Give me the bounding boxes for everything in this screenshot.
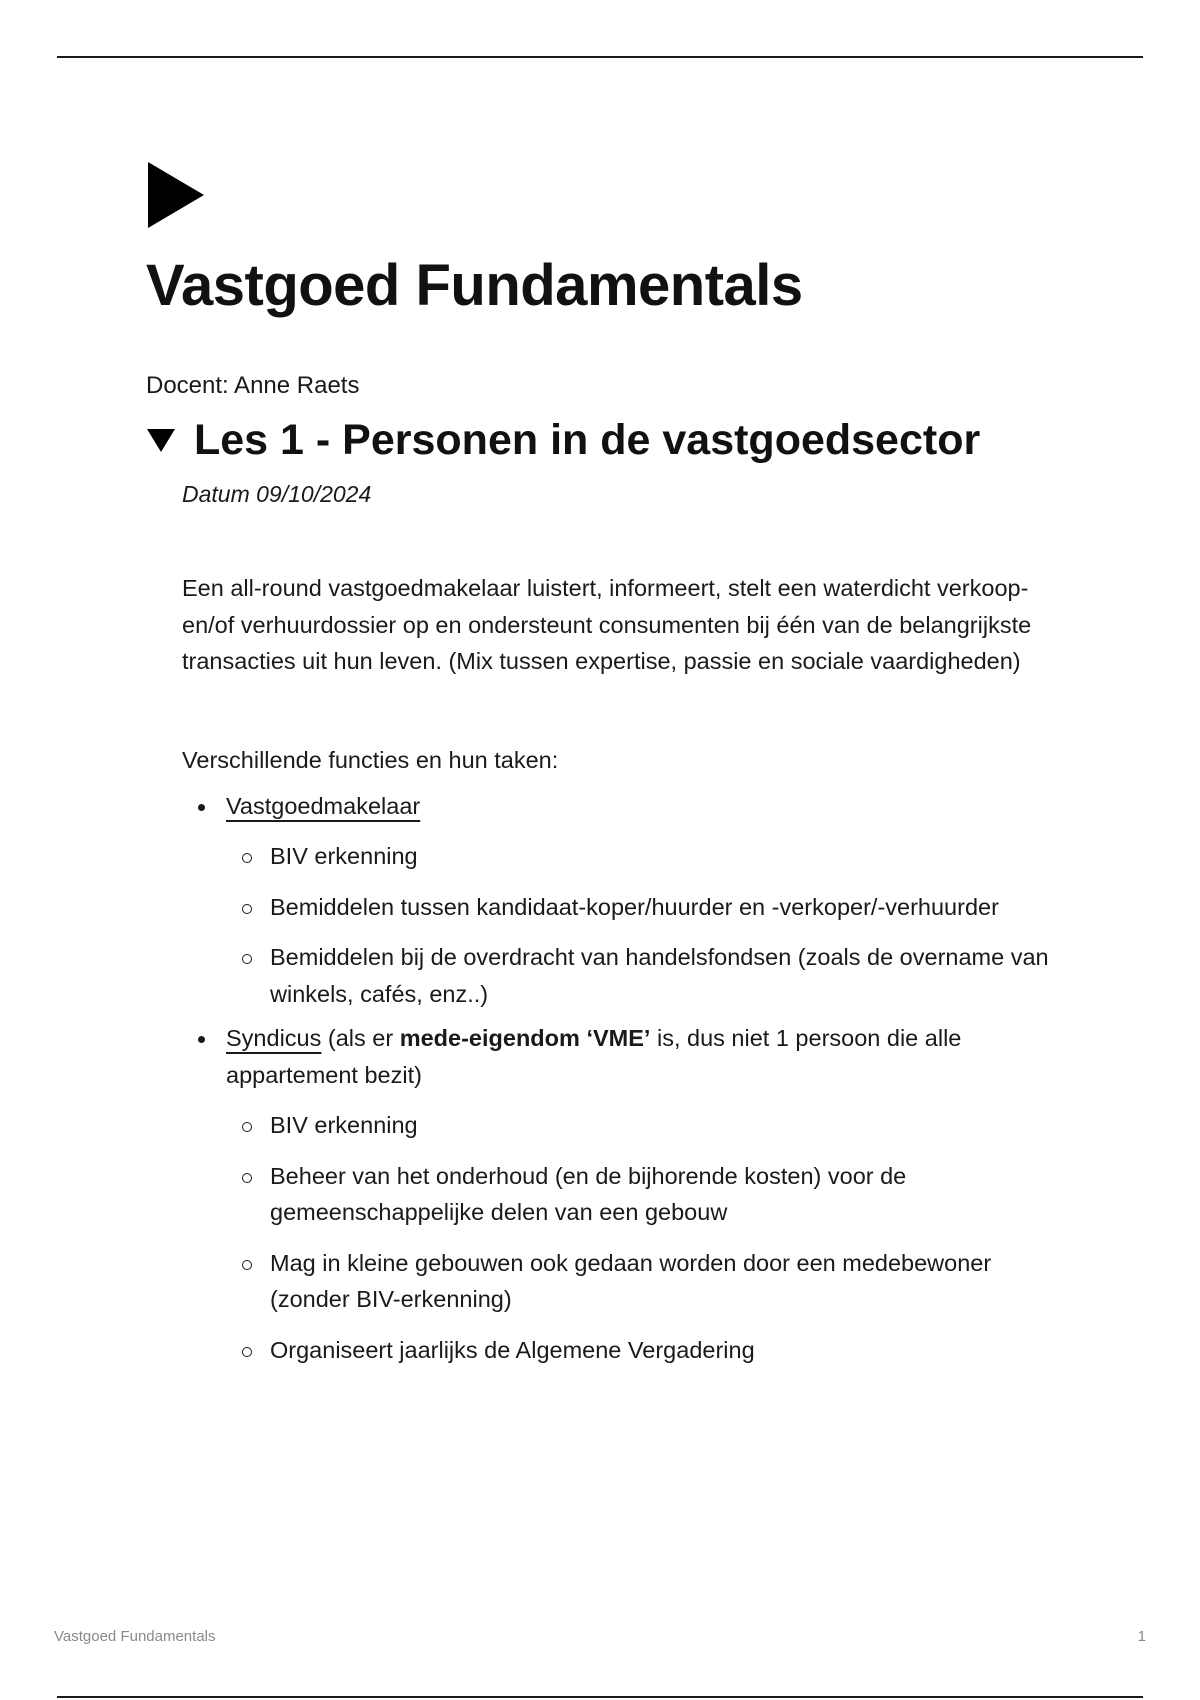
bottom-rule xyxy=(57,1696,1143,1698)
list-item-vastgoedmakelaar xyxy=(182,788,1066,1013)
page-title: Vastgoed Fundamentals xyxy=(146,253,803,318)
function-name: Vastgoedmakelaar xyxy=(226,792,421,819)
function-note-bold: mede-eigendom ‘VME’ xyxy=(399,1025,651,1051)
function-name: Syndicus xyxy=(226,1025,322,1051)
task-list xyxy=(226,1107,1066,1368)
play-icon xyxy=(146,160,206,230)
toggle-body xyxy=(182,478,1066,1368)
list-item: Bemiddelen tussen kandidaat-koper/huurder en -verkoper/-verhuurder xyxy=(226,889,1066,926)
function-note: (als er xyxy=(321,1025,400,1051)
footer-title: Vastgoed Fundamentals xyxy=(54,1628,216,1645)
datum-line: Datum 09/10/2024 xyxy=(182,481,372,507)
page-number: 1 xyxy=(1137,1628,1146,1645)
page-content xyxy=(146,160,1066,1368)
docent-line: Docent: Anne Raets xyxy=(146,372,360,399)
list-item: Organiseert jaarlijks de Algemene Vergadering xyxy=(226,1332,1066,1369)
function-note: is, dus niet 1 persoon die alle appartement bezit) xyxy=(226,1025,962,1088)
list-item: BIV erkenning xyxy=(226,838,1066,875)
list-item: Bemiddelen bij de overdracht van handelsfondsen (zoals de overname van winkels, cafés, enz..) xyxy=(226,939,1066,1012)
list-item: BIV erkenning xyxy=(226,1107,1066,1144)
functions-list xyxy=(182,788,1066,1369)
triangle-down-icon[interactable] xyxy=(146,426,176,454)
list-item: Beheer van het onderhoud (en de bijhorende kosten) voor de gemeenschappelijke delen van een gebouw xyxy=(226,1158,1066,1231)
list-item-syndicus xyxy=(182,1020,1066,1368)
top-rule xyxy=(57,56,1143,58)
list-item: Mag in kleine gebouwen ook gedaan worden door een medebewoner (zonder BIV-erkenning) xyxy=(226,1245,1066,1318)
toggle-heading-les-1[interactable] xyxy=(146,414,1066,466)
functions-intro: Verschillende functies en hun taken: xyxy=(182,746,559,773)
task-list xyxy=(226,838,1066,1012)
section-heading: Les 1 - Personen in de vastgoedsector xyxy=(194,416,981,464)
intro-paragraph: Een all-round vastgoedmakelaar luistert, informeert, stelt een waterdicht verkoop- en/of verhuurdossier op en ondersteunt consumenten bij één van de belangrijkste transacties uit hun leven. (Mix tussen expertise, passie en sociale vaardigheden) xyxy=(182,575,1032,674)
